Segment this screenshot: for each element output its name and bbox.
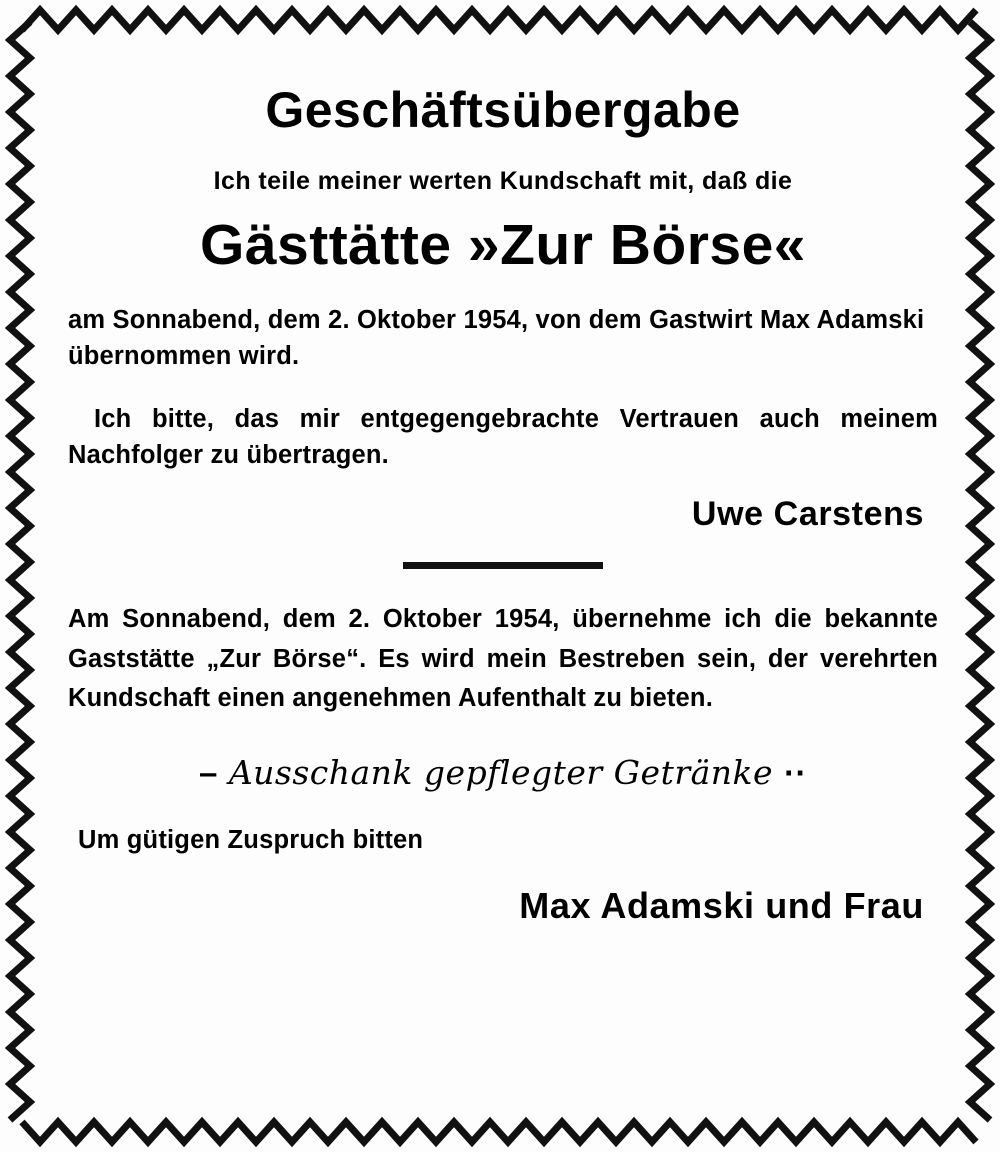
horizontal-rule-icon: [403, 562, 603, 569]
signature-new-owner: Max Adamski und Frau: [519, 884, 924, 926]
tagline-drinks: [68, 753, 938, 792]
dash-right: ··: [784, 753, 808, 791]
advertisement-content: [58, 62, 948, 1092]
tagline-drinks-text: Ausschank gepflegter Getränke: [228, 752, 774, 792]
paragraph-handover-date: am Sonnabend, dem 2. Oktober 1954, von dem Gastwirt Max Adamski übernommen wird.: [68, 306, 925, 371]
dash-left: –: [198, 753, 218, 791]
page-title: Geschäftsübergabe: [265, 82, 741, 138]
paragraph-thanks: [68, 401, 938, 473]
paragraph-new-owner-text: Am Sonnabend, dem 2. Oktober 1954, übernehme ich die bekannte Gaststätte „Zur Börse“. Es wird mein Bestreben sein, der verehrten Kundschaft einen angenehmen Aufenthalt zu bieten.: [68, 605, 938, 713]
venue-name: Gästtätte »Zur Börse«: [199, 212, 807, 277]
paragraph-thanks-text: Ich bitte, das mir entgegengebrachte Vertrauen auch meinem Nachfolger zu übertragen.: [68, 404, 938, 469]
paragraph-new-owner: [68, 600, 938, 719]
divider: [68, 556, 938, 574]
closing-line: Um gütigen Zuspruch bitten: [78, 825, 424, 854]
intro-line: Ich teile meiner werten Kundschaft mit, daß die: [213, 166, 793, 195]
signature-previous-owner: Uwe Carstens: [691, 495, 924, 533]
